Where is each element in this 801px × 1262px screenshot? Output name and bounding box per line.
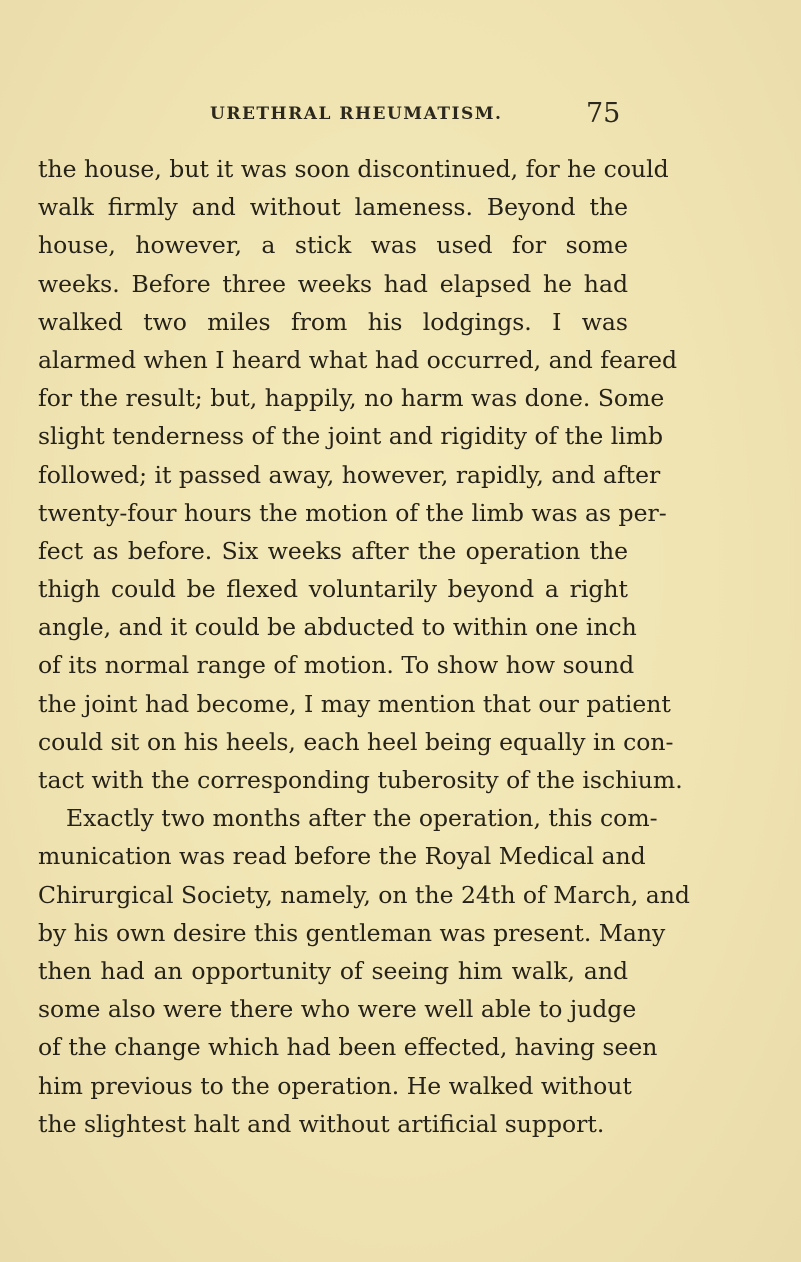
text-line: walk firmly and without lameness. Beyond the — [38, 193, 628, 222]
text-line: tact with the corresponding tuberosity of the ischium. — [38, 766, 683, 794]
text-line: the house, but it was soon discontinued, for he could — [38, 155, 669, 183]
text-line: weeks. Before three weeks had elapsed he had — [38, 269, 628, 298]
text-line: followed; it passed away, however, rapidly, and after — [38, 460, 661, 489]
page-number: 75 — [586, 98, 621, 129]
text-line: fect as before. Six weeks after the operation the — [38, 536, 628, 565]
text-line: twenty-four hours the motion of the limb was as per- — [38, 498, 667, 527]
text-line: slight tenderness of the joint and rigidity of the limb — [38, 422, 664, 451]
text-line: alarmed when I heard what had occurred, and feared — [38, 345, 678, 374]
text-line: then had an opportunity of seeing him walk, and — [38, 956, 628, 985]
text-line: for the result; but, happily, no harm was done. Some — [38, 384, 665, 413]
text-line: Exactly two months after the operation, this com- — [66, 804, 658, 833]
text-line: Chirurgical Society, namely, on the 24th of March, and — [38, 880, 690, 909]
text-line: some also were there who were well able to judge — [38, 995, 637, 1024]
text-line: thigh could be flexed voluntarily beyond a right — [38, 575, 628, 604]
text-line: angle, and it could be abducted to within one inch — [38, 613, 637, 642]
text-line: walked two miles from his lodgings. I was — [38, 307, 628, 336]
text-line: could sit on his heels, each heel being equally in con- — [38, 727, 674, 756]
text-line: house, however, a stick was used for some — [38, 231, 628, 260]
text-line: the joint had become, I may mention that our patient — [38, 689, 671, 718]
text-line: of its normal range of motion. To show how sound — [38, 651, 635, 680]
body-text — [38, 150, 690, 1143]
text-line: him previous to the operation. He walked without — [38, 1071, 632, 1100]
running-title: URETHRAL RHEUMATISM. — [210, 104, 503, 124]
text-line: by his own desire this gentleman was present. Many — [38, 918, 666, 947]
running-head — [210, 98, 630, 134]
text-line: munication was read before the Royal Medical and — [38, 842, 646, 871]
text-line: the slightest halt and without artificial support. — [38, 1109, 605, 1138]
text-line: of the change which had been effected, having seen — [38, 1033, 658, 1062]
